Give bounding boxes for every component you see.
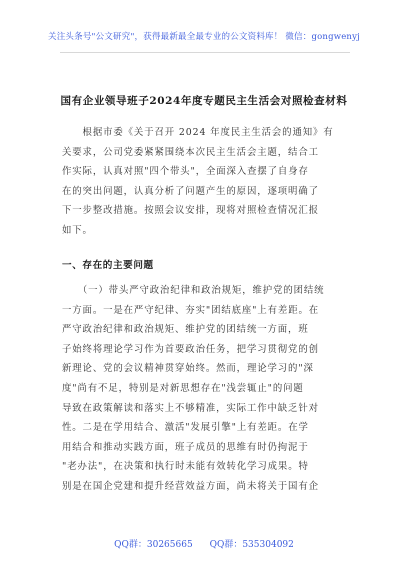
text-line: 性。二是在学用结合、激活"发展引擎"上有差距。在学 bbox=[62, 422, 309, 434]
intro-paragraph bbox=[62, 123, 344, 241]
text-line: 用结合和推动实践方面，班子成员的思维有时仍拘泥于 bbox=[62, 441, 309, 453]
document-title: 国有企业领导班子2024年度专题民主生活会对照检查材料 bbox=[60, 95, 348, 107]
text-line: 别是在国企党建和提升经营效益方面，尚未将关于国有企 bbox=[62, 480, 319, 492]
text-line: 如下。 bbox=[62, 224, 93, 236]
header-divider bbox=[60, 52, 350, 53]
text-line: 下一步整改措施。按照会议安排，现将对照检查情况汇报 bbox=[62, 205, 319, 217]
section-heading: 一、存在的主要问题 bbox=[62, 260, 154, 271]
text-line: 作实际，认真对照"四个带头"，全面深入查摆了自身存 bbox=[62, 166, 309, 178]
footer-qq-group-2: QQ群：535304092 bbox=[209, 540, 294, 550]
text-line: 导致在政策解读和落实上不够精准，实际工作中缺乏针对 bbox=[62, 402, 319, 414]
text-line: 根据市委《关于召开 2024 年度民主生活会的通知》有 bbox=[62, 127, 334, 138]
footer-qq-group-1: QQ群：30265665 bbox=[114, 540, 193, 550]
text-line: "老办法"，在决策和执行时未能有效转化学习成果。特 bbox=[62, 461, 309, 473]
text-line: 严守政治纪律和政治规矩、维护党的团结统一方面，班 bbox=[62, 324, 309, 336]
text-line: 在的突出问题，认真分析了问题产生的原因，逐项明确了 bbox=[62, 185, 319, 197]
footer-contact bbox=[0, 537, 408, 550]
text-line: （一）带头严守政治纪律和政治规矩，维护党的团结统 bbox=[62, 285, 325, 296]
text-line: 一方面。一是在严守纪律、夯实"团结底座"上有差距。在 bbox=[62, 304, 320, 316]
header-banner: 关注头条号"公文研究"，获得最新最全最专业的公文资料库！ 微信：gongwenyj bbox=[48, 32, 360, 42]
text-line: 关要求，公司党委紧紧围绕本次民主生活会主题，结合工 bbox=[62, 146, 319, 158]
text-line: 子始终将理论学习作为首要政治任务，把学习贯彻党的创 bbox=[62, 343, 319, 355]
text-line: 新理论、党的会议精神贯穿始终。然而，理论学习的"深 bbox=[62, 363, 314, 375]
text-line: 度"尚有不足，特别是对新思想存在"浅尝辄止"的问题 bbox=[62, 382, 304, 394]
section-paragraph bbox=[62, 281, 344, 497]
